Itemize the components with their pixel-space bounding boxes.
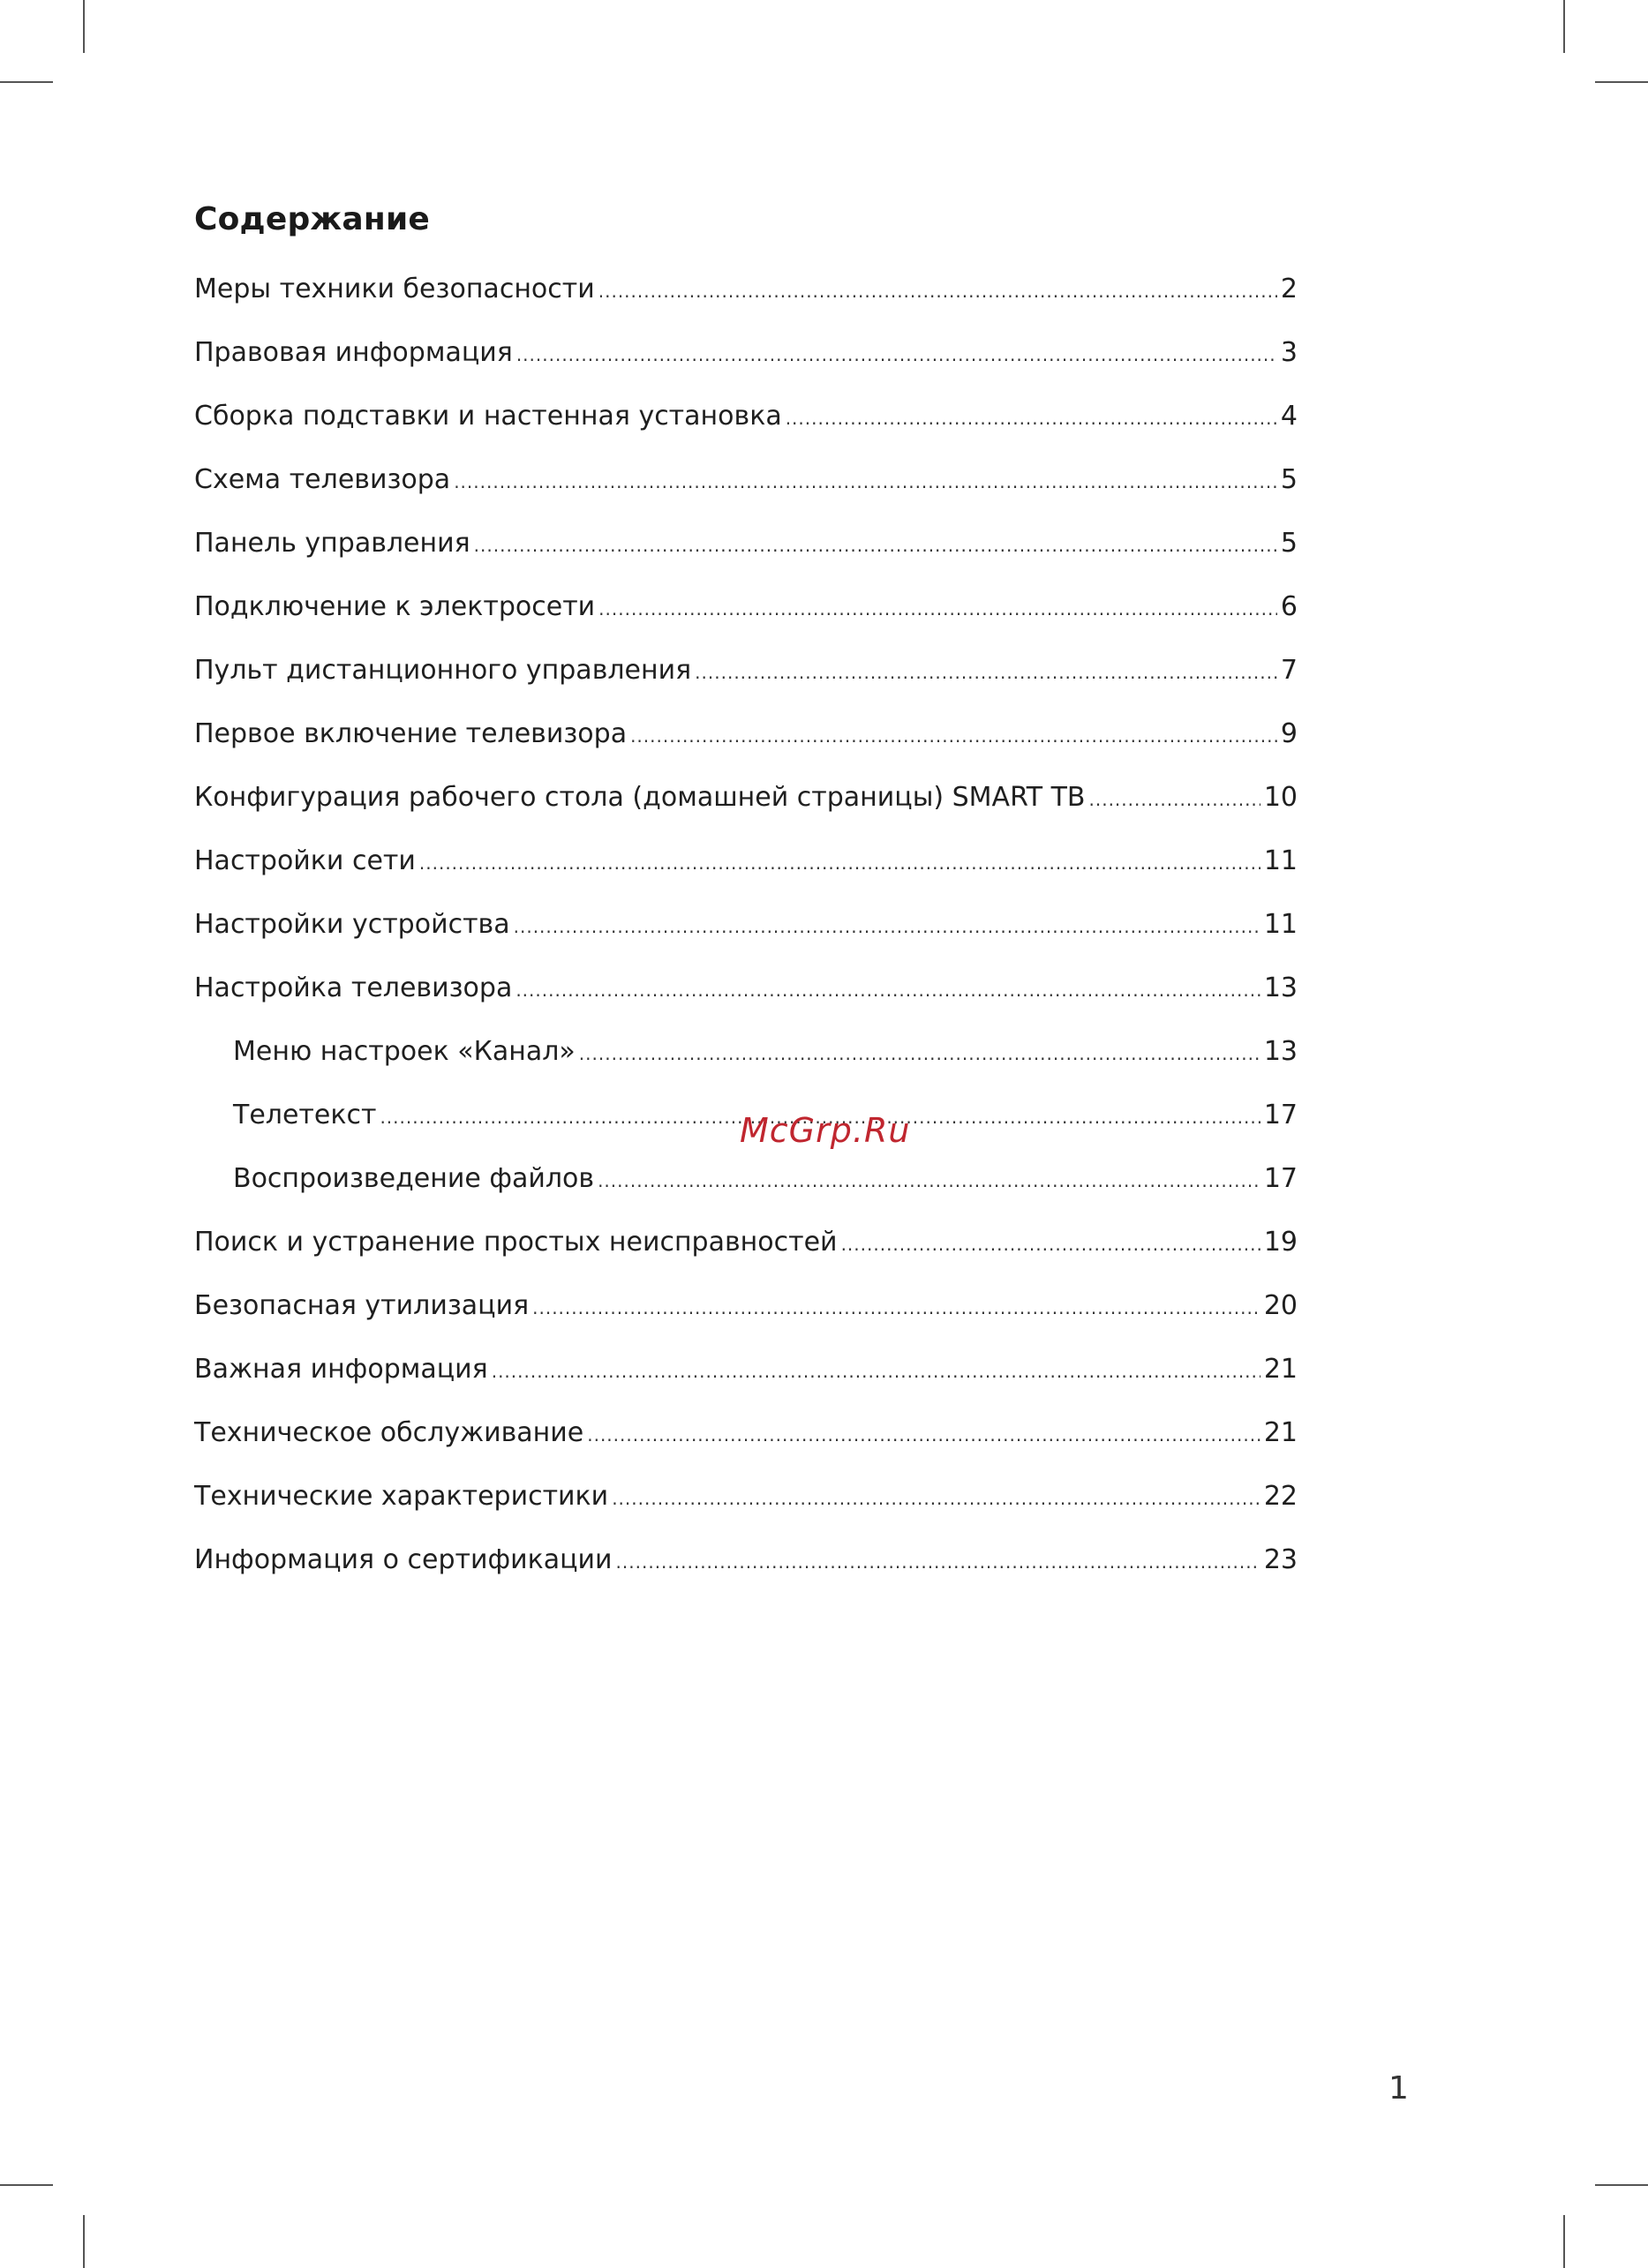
toc-entry[interactable] [194, 639, 1298, 702]
toc-entry-label: Меры техники безопасности [194, 274, 595, 304]
toc-leader-dots [598, 259, 1277, 323]
toc-leader-dots [516, 323, 1277, 387]
toc-entry[interactable] [194, 702, 1298, 766]
toc-entry-label: Важная информация [194, 1354, 488, 1385]
toc-entry-page: 13 [1263, 973, 1298, 1003]
toc-entry-page: 5 [1280, 464, 1298, 495]
crop-mark [0, 81, 53, 83]
toc-entry-page: 9 [1280, 718, 1298, 749]
toc-entry[interactable] [194, 766, 1298, 830]
toc-entry[interactable] [194, 1147, 1298, 1211]
crop-mark [1563, 0, 1565, 53]
toc-entry-label: Воспроизведение файлов [233, 1163, 595, 1194]
toc-leader-dots [454, 450, 1277, 514]
toc-entry-label: Настройки сети [194, 845, 416, 876]
page-title: Содержание [194, 201, 431, 237]
toc-entry-page: 21 [1263, 1354, 1298, 1385]
table-of-contents [194, 258, 1298, 1592]
toc-entry-page: 22 [1263, 1481, 1298, 1512]
toc-leader-dots [474, 514, 1277, 577]
crop-mark [83, 2215, 85, 2268]
toc-entry[interactable] [194, 575, 1298, 639]
crop-mark [1595, 81, 1648, 83]
toc-entry-page: 21 [1263, 1417, 1298, 1448]
toc-entry-page: 23 [1263, 1544, 1298, 1575]
toc-entry-page: 13 [1263, 1036, 1298, 1067]
toc-entry[interactable] [194, 512, 1298, 575]
toc-leader-dots [598, 577, 1277, 641]
toc-entry[interactable] [194, 1465, 1298, 1528]
watermark: McGrp.Ru [740, 1111, 911, 1150]
toc-entry-label: Технические характеристики [194, 1481, 609, 1512]
toc-leader-dots [612, 1467, 1260, 1530]
toc-entry-label: Поиск и устранение простых неисправностей [194, 1227, 838, 1258]
toc-entry-label: Панель управления [194, 528, 470, 559]
toc-entry[interactable] [194, 1020, 1298, 1084]
crop-mark [83, 0, 85, 53]
toc-entry[interactable] [194, 957, 1298, 1020]
crop-mark [1563, 2215, 1565, 2268]
toc-entry-label: Настройки устройства [194, 909, 510, 940]
toc-entry-label: Телетекст [233, 1100, 377, 1130]
toc-entry-page: 2 [1280, 274, 1298, 304]
toc-leader-dots [786, 387, 1277, 450]
toc-entry-page: 6 [1280, 591, 1298, 622]
toc-entry[interactable] [194, 1401, 1298, 1465]
toc-entry-page: 7 [1280, 655, 1298, 686]
toc-leader-dots [492, 1340, 1260, 1403]
toc-entry-page: 17 [1263, 1100, 1298, 1130]
toc-entry-label: Подключение к электросети [194, 591, 596, 622]
toc-entry[interactable] [194, 1274, 1298, 1338]
toc-leader-dots [419, 831, 1260, 895]
toc-entry-label: Меню настроек «Канал» [233, 1036, 576, 1067]
toc-entry-label: Первое включение телевизора [194, 718, 628, 749]
toc-entry-label: Информация о сертификации [194, 1544, 613, 1575]
toc-entry-label: Конфигурация рабочего стола (домашней страницы) SMART ТВ [194, 782, 1086, 813]
toc-entry[interactable] [194, 893, 1298, 957]
toc-entry-page: 11 [1263, 909, 1298, 940]
toc-entry[interactable] [194, 830, 1298, 893]
page-number: 1 [1388, 2070, 1409, 2107]
toc-entry-page: 20 [1263, 1290, 1298, 1321]
toc-entry-label: Схема телевизора [194, 464, 451, 495]
toc-leader-dots [532, 1276, 1260, 1340]
toc-entry-label: Сборка подставки и настенная установка [194, 401, 782, 432]
toc-entry[interactable] [194, 321, 1298, 385]
crop-mark [1595, 2184, 1648, 2186]
toc-leader-dots [598, 1149, 1260, 1213]
toc-entry-page: 10 [1263, 782, 1298, 813]
toc-entry-page: 17 [1263, 1163, 1298, 1194]
toc-entry-page: 5 [1280, 528, 1298, 559]
toc-entry[interactable] [194, 258, 1298, 321]
toc-entry-label: Настройка телевизора [194, 973, 513, 1003]
toc-leader-dots [616, 1530, 1260, 1594]
toc-entry-page: 3 [1280, 337, 1298, 368]
toc-entry[interactable] [194, 1211, 1298, 1274]
toc-entry-page: 11 [1263, 845, 1298, 876]
toc-entry-label: Безопасная утилизация [194, 1290, 530, 1321]
toc-leader-dots [630, 704, 1277, 768]
toc-entry-label: Техническое обслуживание [194, 1417, 584, 1448]
toc-leader-dots [587, 1403, 1260, 1467]
toc-entry-page: 4 [1280, 401, 1298, 432]
toc-entry[interactable] [194, 385, 1298, 448]
toc-entry[interactable] [194, 1338, 1298, 1401]
crop-mark [0, 2184, 53, 2186]
toc-leader-dots [579, 1022, 1260, 1085]
toc-leader-dots [695, 641, 1277, 704]
toc-entry-page: 19 [1263, 1227, 1298, 1258]
toc-entry-label: Правовая информация [194, 337, 513, 368]
toc-entry-label: Пульт дистанционного управления [194, 655, 692, 686]
toc-leader-dots [841, 1213, 1260, 1276]
toc-leader-dots [515, 958, 1260, 1022]
toc-entry[interactable] [194, 1528, 1298, 1592]
toc-leader-dots [514, 895, 1260, 958]
toc-leader-dots [1089, 768, 1260, 831]
toc-entry[interactable] [194, 448, 1298, 512]
